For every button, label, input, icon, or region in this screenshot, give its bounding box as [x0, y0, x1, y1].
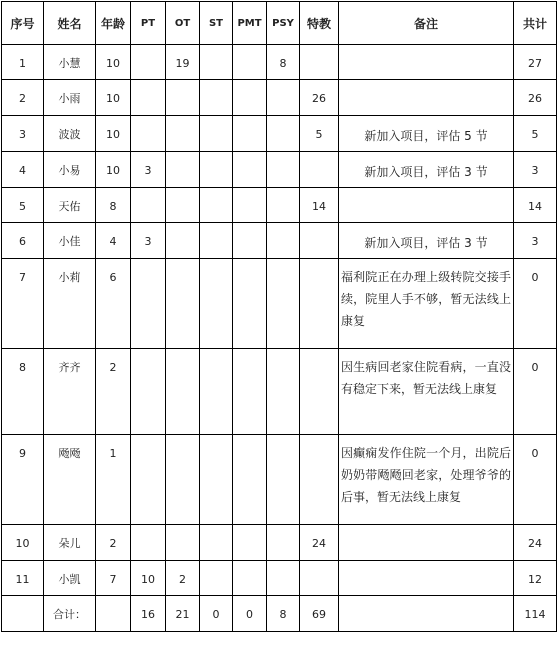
- cell-note: 新加入项目，评估 3 节: [339, 223, 514, 259]
- header-note: 备注: [339, 2, 514, 45]
- cell-pmt: [233, 349, 267, 435]
- cell-total: 14: [514, 188, 557, 223]
- cell-ot: 2: [166, 561, 200, 596]
- cell-note: [339, 596, 514, 632]
- cell-pt: [131, 188, 166, 223]
- header-st: ST: [200, 2, 233, 45]
- cell-total: 12: [514, 561, 557, 596]
- summary-ot: 21: [166, 596, 200, 632]
- cell-pmt: [233, 116, 267, 152]
- cell-st: [200, 561, 233, 596]
- cell-st: [200, 116, 233, 152]
- cell-special: [300, 561, 339, 596]
- cell-name: 飏飏: [44, 435, 96, 525]
- cell-psy: [267, 561, 300, 596]
- cell-age: 10: [96, 80, 131, 116]
- cell-total: 26: [514, 80, 557, 116]
- header-age: 年龄: [96, 2, 131, 45]
- header-total: 共计: [514, 2, 557, 45]
- summary-st: 0: [200, 596, 233, 632]
- cell-note: 因生病回老家住院看病，一直没有稳定下来，暂无法线上康复: [339, 349, 514, 435]
- cell-st: [200, 525, 233, 561]
- cell-psy: [267, 116, 300, 152]
- cell-age: 2: [96, 349, 131, 435]
- cell-no: 5: [2, 188, 44, 223]
- cell-total: 24: [514, 525, 557, 561]
- cell-ot: [166, 349, 200, 435]
- cell-no: 1: [2, 45, 44, 80]
- cell-special: [300, 349, 339, 435]
- cell-special: [300, 435, 339, 525]
- cell-note: [339, 188, 514, 223]
- cell-no: 8: [2, 349, 44, 435]
- cell-ot: [166, 188, 200, 223]
- cell-st: [200, 188, 233, 223]
- cell-st: [200, 259, 233, 349]
- cell-name: 朵儿: [44, 525, 96, 561]
- cell-psy: [267, 80, 300, 116]
- cell-ot: [166, 259, 200, 349]
- cell-ot: [166, 80, 200, 116]
- cell-special: 24: [300, 525, 339, 561]
- cell-pt: [131, 435, 166, 525]
- cell-pmt: [233, 223, 267, 259]
- cell-note: [339, 45, 514, 80]
- cell-age: 10: [96, 116, 131, 152]
- table-row: [2, 45, 557, 80]
- cell-age: [96, 596, 131, 632]
- cell-special: [300, 45, 339, 80]
- cell-pt: [131, 45, 166, 80]
- cell-name: 齐齐: [44, 349, 96, 435]
- cell-special: 5: [300, 116, 339, 152]
- cell-ot: [166, 435, 200, 525]
- header-pt: PT: [131, 2, 166, 45]
- course-summary-table: [1, 1, 557, 632]
- header-row: [2, 2, 557, 45]
- cell-psy: [267, 259, 300, 349]
- header-ot: OT: [166, 2, 200, 45]
- cell-name: 小莉: [44, 259, 96, 349]
- cell-total: 0: [514, 435, 557, 525]
- cell-name: 小凯: [44, 561, 96, 596]
- cell-psy: 8: [267, 45, 300, 80]
- cell-name: 小慧: [44, 45, 96, 80]
- table-row: [2, 259, 557, 349]
- cell-pmt: [233, 188, 267, 223]
- cell-psy: [267, 152, 300, 188]
- cell-age: 1: [96, 435, 131, 525]
- header-pmt: PMT: [233, 2, 267, 45]
- cell-pt: 3: [131, 152, 166, 188]
- cell-special: 14: [300, 188, 339, 223]
- cell-age: 10: [96, 45, 131, 80]
- cell-st: [200, 223, 233, 259]
- cell-psy: [267, 525, 300, 561]
- cell-ot: 19: [166, 45, 200, 80]
- cell-pt: 3: [131, 223, 166, 259]
- cell-pt: 10: [131, 561, 166, 596]
- cell-pmt: [233, 45, 267, 80]
- cell-note: 福利院正在办理上级转院交接手续，院里人手不够，暂无法线上康复: [339, 259, 514, 349]
- cell-pmt: [233, 80, 267, 116]
- cell-name: 小易: [44, 152, 96, 188]
- header-no: 序号: [2, 2, 44, 45]
- table-row: [2, 152, 557, 188]
- summary-row: [2, 596, 557, 632]
- cell-no: 10: [2, 525, 44, 561]
- cell-ot: [166, 116, 200, 152]
- cell-no: 2: [2, 80, 44, 116]
- cell-st: [200, 435, 233, 525]
- summary-label: 合计：: [44, 596, 96, 632]
- header-psy: PSY: [267, 2, 300, 45]
- cell-total: 3: [514, 223, 557, 259]
- cell-age: 6: [96, 259, 131, 349]
- cell-note: 新加入项目，评估 3 节: [339, 152, 514, 188]
- table-row: [2, 435, 557, 525]
- table-row: [2, 349, 557, 435]
- cell-age: 4: [96, 223, 131, 259]
- cell-note: 新加入项目，评估 5 节: [339, 116, 514, 152]
- cell-st: [200, 152, 233, 188]
- cell-age: 10: [96, 152, 131, 188]
- cell-no: [2, 596, 44, 632]
- cell-special: [300, 152, 339, 188]
- cell-total: 27: [514, 45, 557, 80]
- cell-special: [300, 259, 339, 349]
- cell-total: 0: [514, 259, 557, 349]
- cell-st: [200, 80, 233, 116]
- cell-note: [339, 561, 514, 596]
- summary-pt: 16: [131, 596, 166, 632]
- cell-pt: [131, 259, 166, 349]
- table-row: [2, 561, 557, 596]
- cell-pt: [131, 525, 166, 561]
- cell-st: [200, 45, 233, 80]
- cell-no: 6: [2, 223, 44, 259]
- cell-pmt: [233, 435, 267, 525]
- table-row: [2, 80, 557, 116]
- cell-pt: [131, 116, 166, 152]
- cell-name: 天佑: [44, 188, 96, 223]
- cell-name: 小雨: [44, 80, 96, 116]
- cell-no: 11: [2, 561, 44, 596]
- cell-psy: [267, 188, 300, 223]
- cell-pmt: [233, 525, 267, 561]
- cell-name: 波波: [44, 116, 96, 152]
- table-row: [2, 223, 557, 259]
- cell-note: [339, 80, 514, 116]
- cell-psy: [267, 349, 300, 435]
- cell-no: 7: [2, 259, 44, 349]
- cell-ot: [166, 152, 200, 188]
- summary-special: 69: [300, 596, 339, 632]
- cell-total: 3: [514, 152, 557, 188]
- table-row: [2, 116, 557, 152]
- cell-no: 4: [2, 152, 44, 188]
- header-special-ed: 特教: [300, 2, 339, 45]
- cell-psy: [267, 223, 300, 259]
- cell-pmt: [233, 259, 267, 349]
- summary-pmt: 0: [233, 596, 267, 632]
- cell-age: 2: [96, 525, 131, 561]
- cell-age: 7: [96, 561, 131, 596]
- cell-note: 因癫痫发作住院一个月，出院后奶奶带飏飏回老家，处理爷爷的后事，暂无法线上康复: [339, 435, 514, 525]
- cell-no: 3: [2, 116, 44, 152]
- cell-ot: [166, 525, 200, 561]
- cell-pmt: [233, 152, 267, 188]
- table-row: [2, 525, 557, 561]
- cell-no: 9: [2, 435, 44, 525]
- header-name: 姓名: [44, 2, 96, 45]
- cell-psy: [267, 435, 300, 525]
- cell-ot: [166, 223, 200, 259]
- cell-name: 小佳: [44, 223, 96, 259]
- cell-pt: [131, 349, 166, 435]
- cell-special: 26: [300, 80, 339, 116]
- table-row: [2, 188, 557, 223]
- cell-pt: [131, 80, 166, 116]
- cell-special: [300, 223, 339, 259]
- summary-psy: 8: [267, 596, 300, 632]
- cell-st: [200, 349, 233, 435]
- cell-total: 0: [514, 349, 557, 435]
- cell-total: 5: [514, 116, 557, 152]
- cell-age: 8: [96, 188, 131, 223]
- cell-pmt: [233, 561, 267, 596]
- summary-total: 114: [514, 596, 557, 632]
- cell-note: [339, 525, 514, 561]
